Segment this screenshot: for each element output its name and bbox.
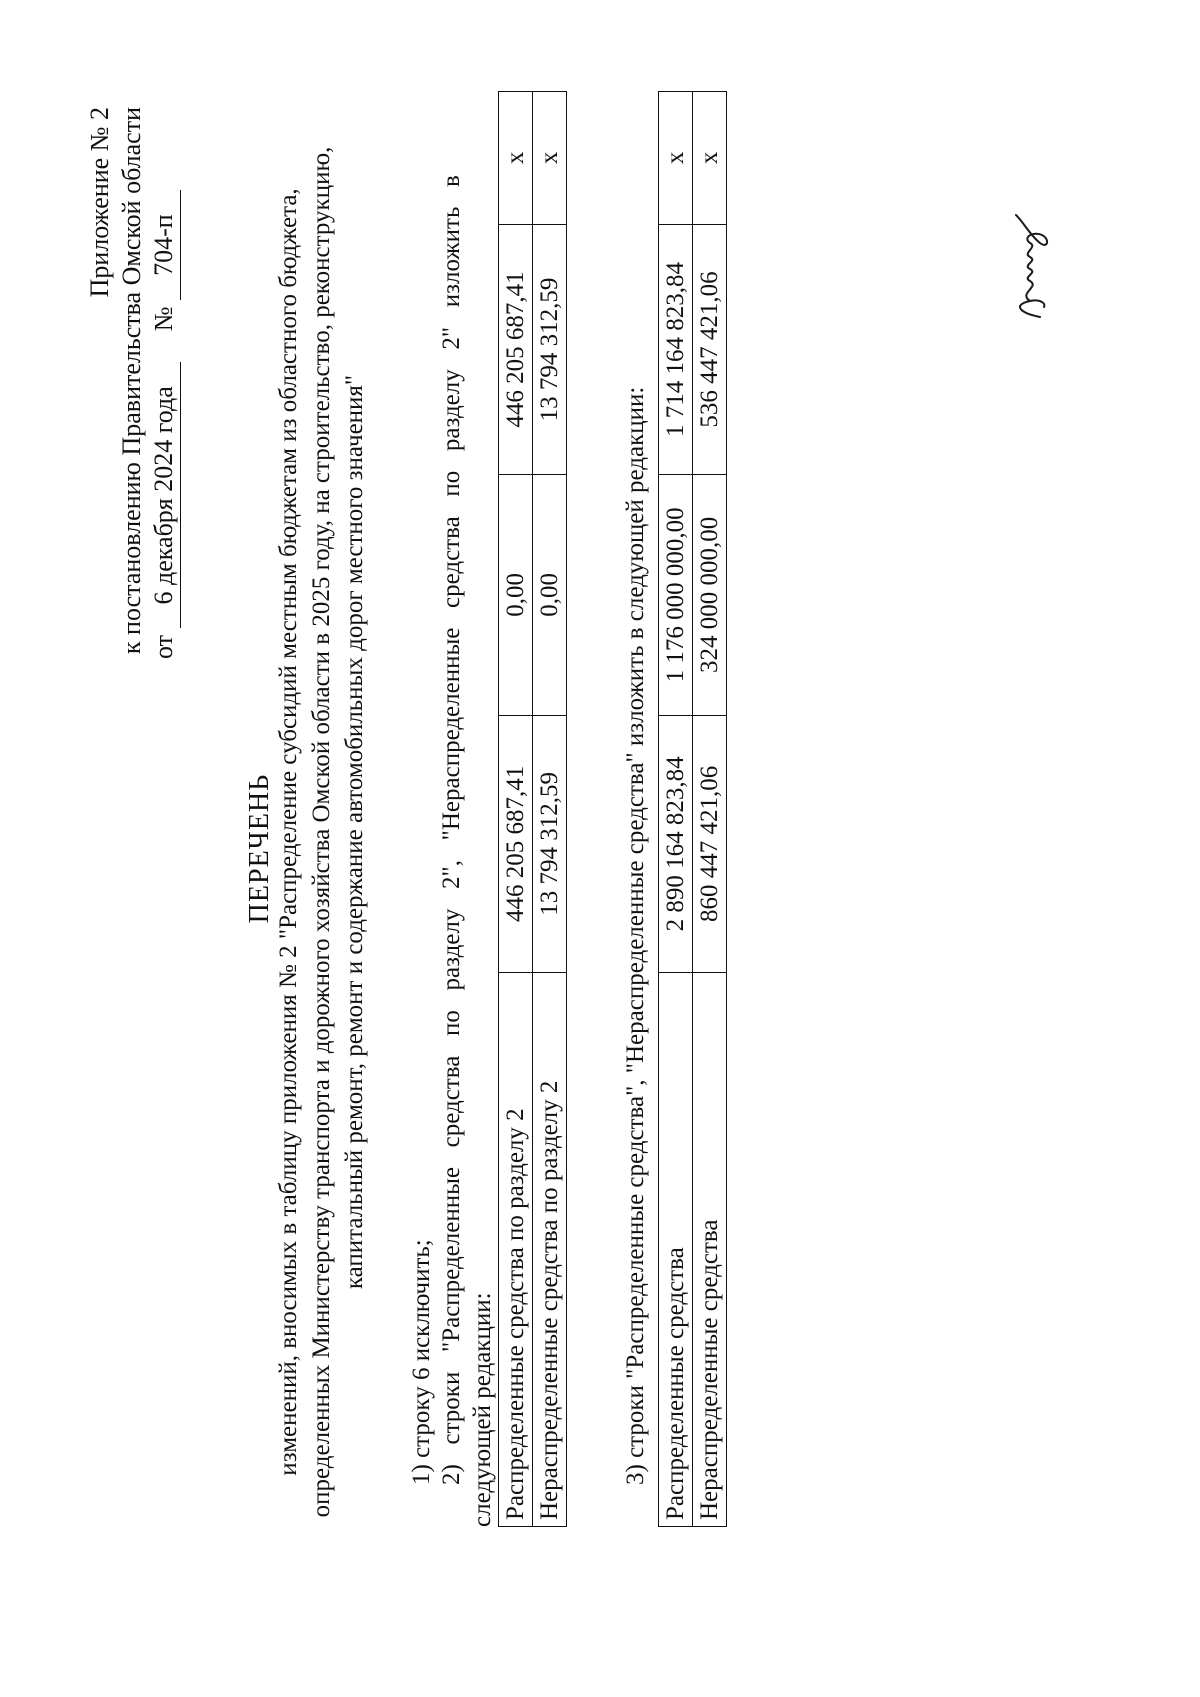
total-amount-cell: 446 205 687,41	[499, 715, 533, 972]
amount-column-2-cell: 0,00	[499, 475, 533, 715]
amount-column-3-cell: 446 205 687,41	[499, 224, 533, 474]
item-2-word: 2)	[438, 1464, 465, 1485]
document-heading: ПЕРЕЧЕНЬ	[244, 773, 275, 924]
item-2-word: изложить	[438, 206, 465, 308]
table-row	[659, 92, 693, 1527]
amount-column-2-cell: 0,00	[533, 475, 567, 715]
total-amount-cell: 2 890 164 823,84	[659, 715, 693, 972]
item-2-word: разделу	[438, 908, 465, 991]
document-subtitle: изменений, вносимых в таблицу приложения № 2 "Распределение субсидий местным бюджетам из областного бюджета, определенных Министерству транспорта и дорожного хозяйства Омской области в 2025 году, на строительство, реконструкцию, капитальный ремонт, ремонт и содержание автомобильных дорог местного значения"	[275, 146, 368, 1518]
not-applicable-mark-cell: x	[499, 92, 533, 225]
item-1-text: 1) строку 6 исключить;	[408, 1239, 435, 1485]
total-amount-cell: 13 794 312,59	[533, 715, 567, 972]
item-2-word: средства	[438, 516, 465, 608]
table-overall-totals	[658, 91, 727, 1527]
not-applicable-mark-cell: x	[693, 92, 727, 225]
item-2-word: "Нераспределенные	[438, 627, 465, 841]
row-label-cell: Нераспределенные средства	[693, 973, 727, 1527]
decree-number: 704-п	[148, 190, 181, 300]
amount-column-3-cell: 13 794 312,59	[533, 224, 567, 474]
item-2-words	[436, 175, 467, 1485]
signature-mark	[1000, 207, 1060, 327]
item-2-word: в	[438, 175, 465, 187]
item-2-word: разделу	[438, 369, 465, 452]
item-3-text: 3) строки "Распределенные средства", "Нераспределенные средства" изложить в следующей редакции:	[622, 386, 649, 1485]
not-applicable-mark-cell: x	[659, 92, 693, 225]
amount-column-2-cell: 1 176 000 000,00	[659, 475, 693, 715]
item-2-word: "Распределенные	[438, 1167, 465, 1352]
item-2-word: строки	[438, 1371, 465, 1445]
item-2-word: средства	[438, 1055, 465, 1148]
date-label: от	[149, 634, 178, 659]
table-section-2-totals	[498, 91, 567, 1527]
item-2-word: 2",	[438, 860, 465, 889]
item-2-continuation: следующей редакции:	[469, 1292, 496, 1527]
appendix-title: Приложение № 2	[85, 107, 114, 298]
item-2-word: по	[438, 470, 465, 497]
item-2-text	[436, 95, 467, 1485]
row-label-cell: Распределенные средства	[659, 973, 693, 1527]
row-label-cell: Нераспределенные средства по разделу 2	[533, 973, 567, 1527]
appendix-decree-ref: к постановлению Правительства Омской области	[117, 107, 146, 655]
item-2-word: 2"	[438, 326, 465, 350]
number-label: №	[149, 306, 178, 332]
table-row	[499, 92, 533, 1527]
amount-column-3-cell: 1 714 164 823,84	[659, 224, 693, 474]
total-amount-cell: 860 447 421,06	[693, 715, 727, 972]
appendix-header	[84, 107, 181, 667]
table-row	[533, 92, 567, 1527]
table-row	[693, 92, 727, 1527]
not-applicable-mark-cell: x	[533, 92, 567, 225]
row-label-cell: Распределенные средства по разделу 2	[499, 973, 533, 1527]
handwritten-signature	[1000, 207, 1065, 327]
amount-column-2-cell: 324 000 000,00	[693, 475, 727, 715]
amount-column-3-cell: 536 447 421,06	[693, 224, 727, 474]
item-2-word: по	[438, 1010, 465, 1036]
decree-date: 6 декабря 2024 года	[148, 362, 181, 628]
appendix-date-line	[148, 107, 181, 667]
